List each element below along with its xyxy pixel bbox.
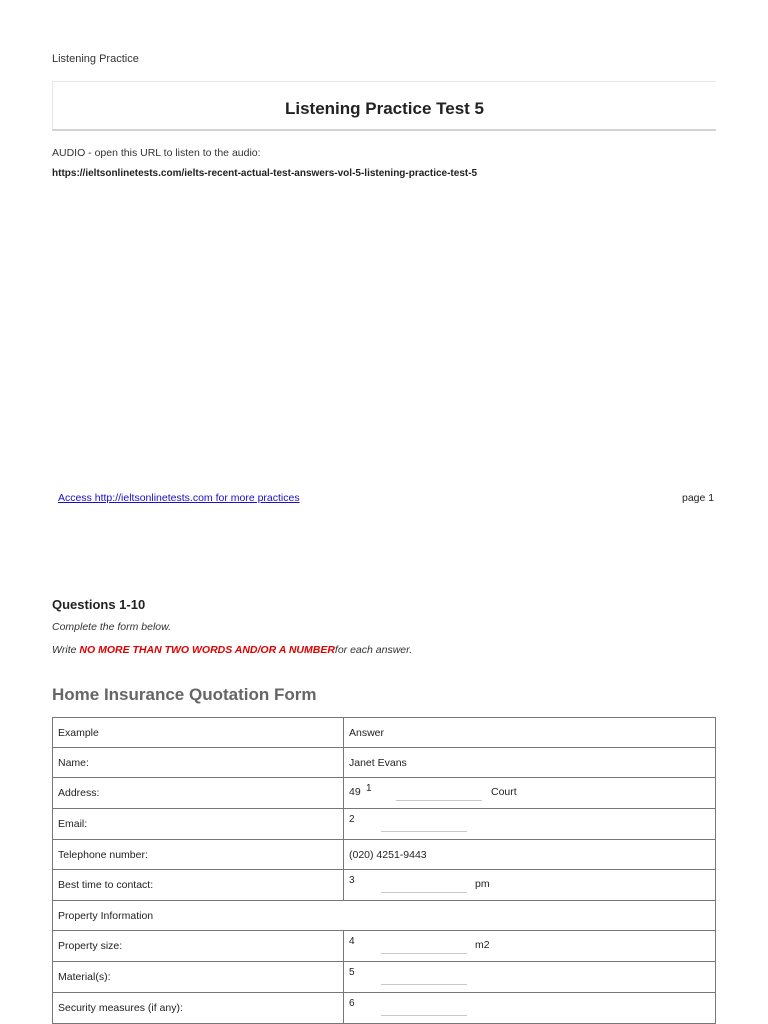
audio-label: AUDIO - open this URL to listen to the audio: [52,147,261,159]
form-answer-cell [344,809,716,840]
word-limit-emphasis: NO MORE THAN TWO WORDS AND/OR A NUMBER [79,644,335,656]
form-value: Answer [344,718,716,748]
answer-suffix: pm [475,878,490,890]
form-answer-cell [344,993,716,1024]
form-label: Address: [53,778,344,809]
question-number: 1 [366,783,372,794]
form-label: Telephone number: [53,840,344,870]
table-row [53,809,716,840]
answer-input-1[interactable] [396,784,482,801]
answer-suffix: Court [491,786,517,798]
form-value: Janet Evans [344,748,716,778]
form-value: (020) 4251-9443 [344,840,716,870]
table-row [53,870,716,901]
form-table [52,717,716,1024]
form-label: Security measures (if any): [53,993,344,1024]
form-label: Best time to contact: [53,870,344,901]
questions-heading: Questions 1-10 [52,597,146,612]
page-title: Listening Practice Test 5 [284,99,485,118]
form-label: Name: [53,748,344,778]
table-row [53,993,716,1024]
table-row [53,840,716,870]
page-number: page 1 [682,492,715,504]
answer-suffix: m2 [475,939,490,951]
question-number: 4 [349,936,355,947]
running-head: Listening Practice [52,53,139,65]
question-number: 5 [349,967,355,978]
answer-input-6[interactable] [381,999,467,1016]
word-limit-prefix: Write [52,644,80,656]
form-answer-cell [344,931,716,962]
table-row [53,748,716,778]
word-limit-suffix: for each answer. [334,644,413,656]
form-title: Home Insurance Quotation Form [52,685,317,704]
table-row [53,901,716,931]
table-row [53,931,716,962]
word-limit-instruction [52,644,412,656]
table-row [53,718,716,748]
instruction-text: Complete the form below. [52,621,172,633]
question-number: 6 [349,998,355,1009]
footer-link[interactable]: Access http://ieltsonlinetests.com for more practices [58,492,300,504]
form-answer-cell [344,778,716,809]
question-number: 3 [349,875,355,886]
table-row [53,778,716,809]
form-answer-cell [344,870,716,901]
section-label: Property Information [53,901,716,931]
question-number: 2 [349,814,355,825]
table-row [53,962,716,993]
form-label: Property size: [53,931,344,962]
title-box [52,81,716,131]
form-answer-cell [344,962,716,993]
address-prefix: 49 [349,786,361,798]
answer-input-2[interactable] [381,815,467,832]
audio-url: https://ieltsonlinetests.com/ielts-recent-actual-test-answers-vol-5-listening-practice-test-5 [52,168,478,179]
answer-input-5[interactable] [381,968,467,985]
form-label: Material(s): [53,962,344,993]
answer-input-4[interactable] [381,937,467,954]
form-label: Email: [53,809,344,840]
answer-input-3[interactable] [381,876,467,893]
form-label: Example [53,718,344,748]
